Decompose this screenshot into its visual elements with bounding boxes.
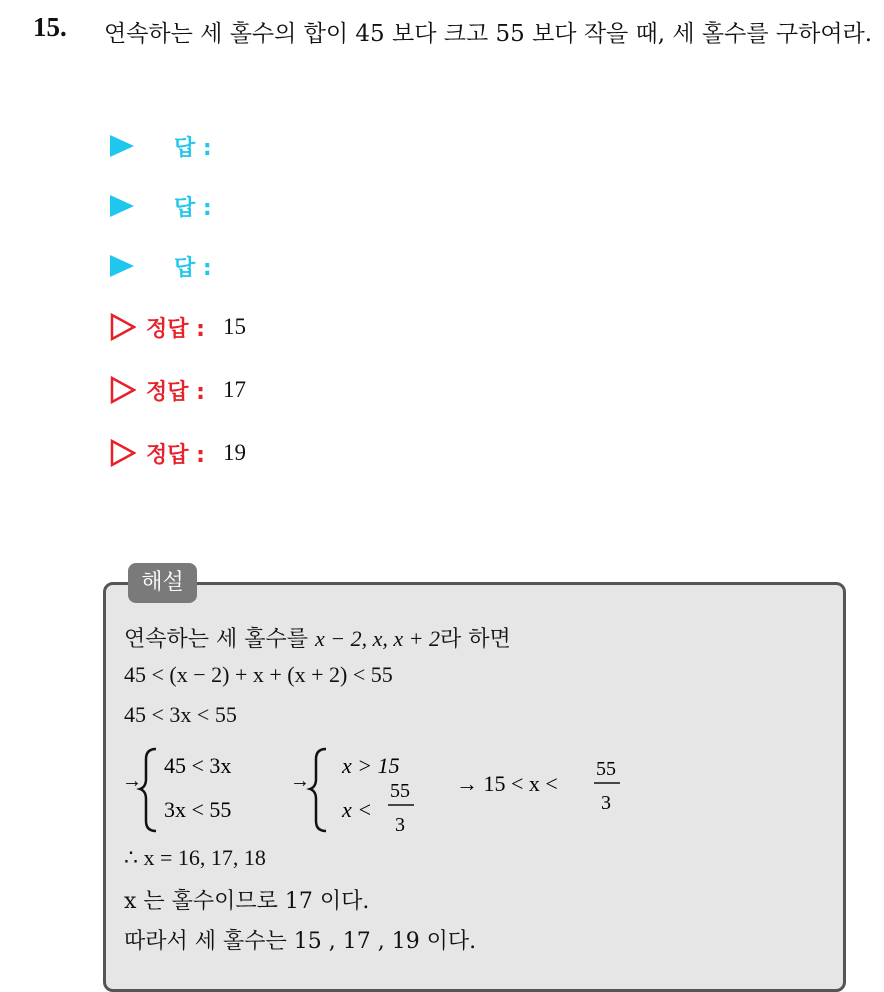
left-brace-icon [140, 749, 156, 831]
answer-blank-2[interactable] [110, 186, 212, 226]
result-inequality: → 15 < x < [456, 771, 558, 796]
solution-row-2 [110, 370, 246, 410]
question-number: 15. [33, 12, 67, 42]
cases-arrow: → [122, 770, 142, 792]
solution-label: 정답 : [146, 442, 205, 468]
fraction-numerator: 55 [390, 780, 410, 802]
play-triangle-icon [110, 135, 134, 157]
cases-system [118, 745, 638, 845]
fraction-denominator: 3 [395, 814, 405, 836]
solution-value: 17 [222, 377, 246, 402]
explanation-therefore: ∴ x = 16, 17, 18 [124, 845, 266, 870]
result-denominator: 3 [601, 792, 611, 814]
outline-triangle-icon [110, 439, 136, 467]
explanation-text: 라 하면 [440, 627, 511, 652]
solution-row-1 [110, 307, 246, 347]
case1-bottom: 3x < 55 [164, 797, 232, 822]
result-numerator: 55 [596, 758, 616, 780]
outline-triangle-icon [110, 313, 136, 341]
explanation-final: 따라서 세 홀수는 15 , 17 , 19 이다. [124, 929, 477, 954]
explanation-text: 연속하는 세 홀수를 [124, 627, 315, 652]
question-text: 연속하는 세 홀수의 합이 45 보다 크고 55 보다 작을 때, 세 홀수를 구하여라. [104, 21, 873, 47]
solution-row-3 [110, 433, 246, 473]
explanation-math: x − 2, x, x + 2 [315, 626, 440, 651]
solution-value: 19 [222, 440, 246, 465]
answer-label: 답 : [174, 195, 212, 221]
outline-triangle-icon [110, 376, 136, 404]
case2-bottom: x < [342, 797, 373, 822]
solution-label: 정답 : [146, 316, 205, 342]
left-brace-icon [310, 749, 326, 831]
answer-label: 답 : [174, 135, 212, 161]
play-triangle-icon [110, 195, 134, 217]
answer-label: 답 : [174, 255, 212, 281]
play-triangle-icon [110, 255, 134, 277]
solution-value: 15 [222, 314, 246, 339]
explanation-line-3: 45 < 3x < 55 [124, 702, 237, 727]
explanation-line-2: 45 < (x − 2) + x + (x + 2) < 55 [124, 662, 393, 687]
case2-top: x > 15 [342, 753, 400, 778]
explanation-line-1 [124, 622, 511, 653]
case1-top: 45 < 3x [164, 753, 232, 778]
cases-arrow: → [290, 770, 310, 792]
answer-blank-1[interactable] [110, 126, 212, 166]
answer-blank-3[interactable] [110, 246, 212, 286]
explanation-odd: x 는 홀수이므로 17 이다. [124, 889, 370, 914]
explanation-tab: 해설 [128, 563, 197, 603]
solution-label: 정답 : [146, 379, 205, 405]
